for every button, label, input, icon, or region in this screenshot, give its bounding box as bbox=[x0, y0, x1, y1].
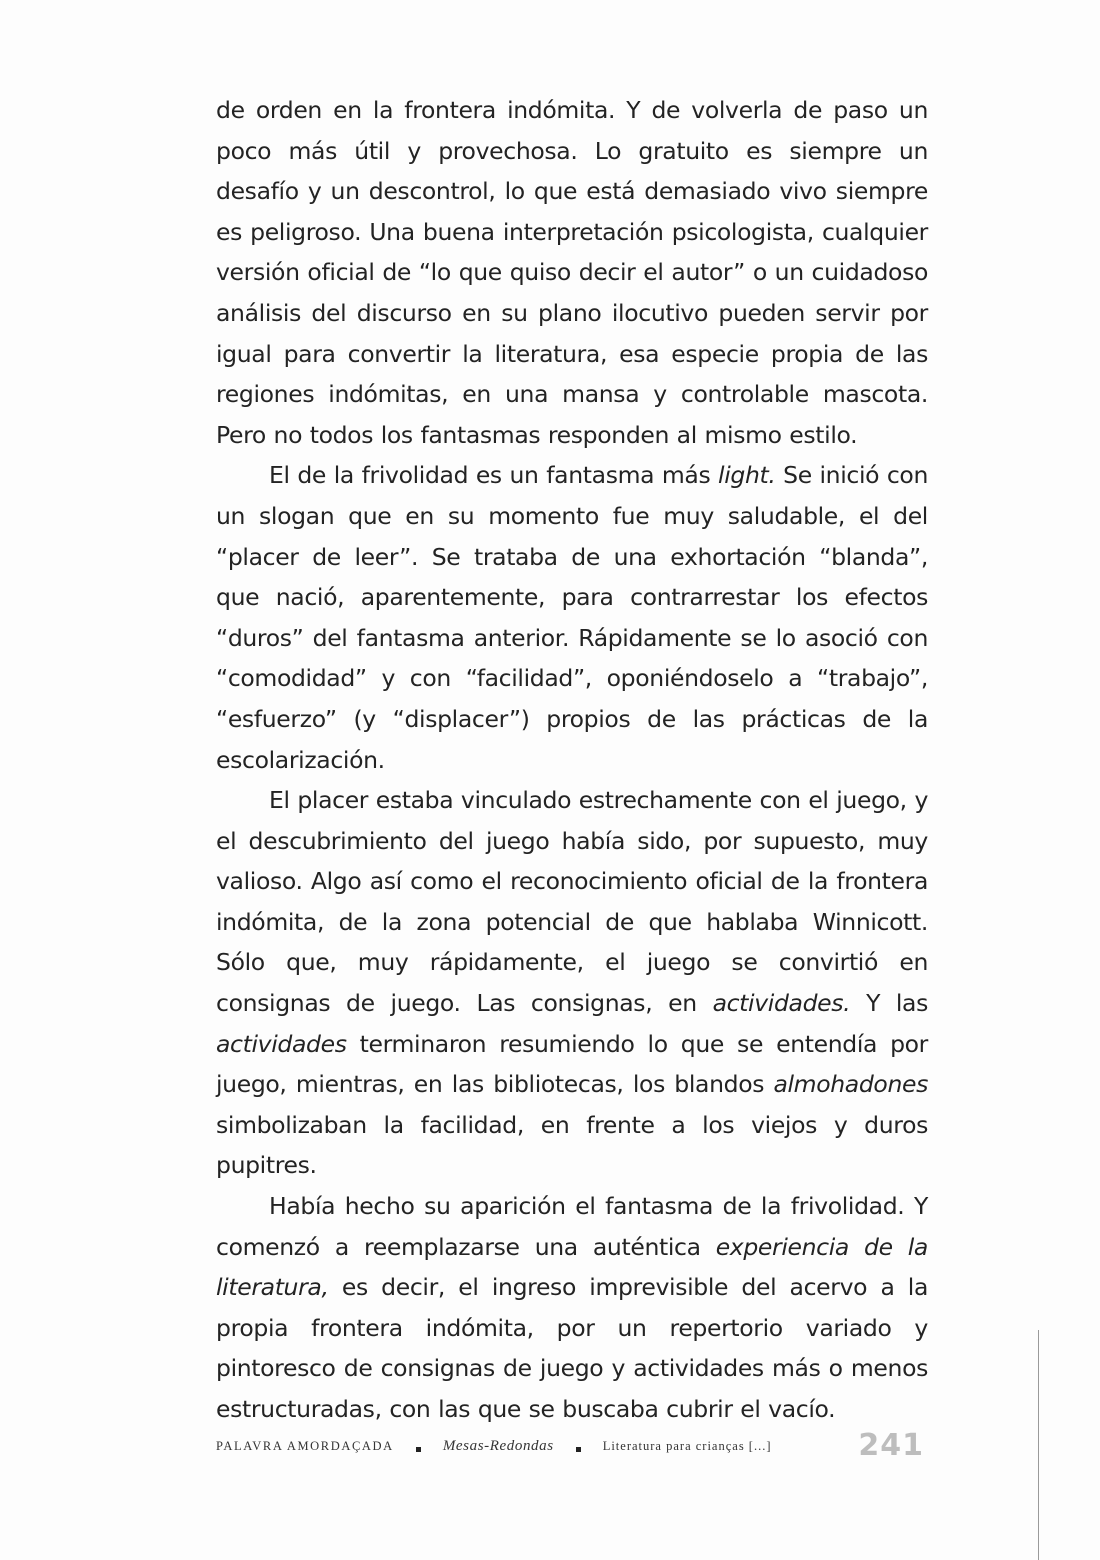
page-number: 241 bbox=[858, 1428, 924, 1463]
text-segment: es decir, el ingreso imprevisible del acervo a la propia frontera indómita, por un repertorio variado y pintoresco de consignas de juego y actividades más o menos estructuradas, con las que se buscaba cubrir el vacío. bbox=[216, 1273, 928, 1423]
text-segment: Se inició con un slogan que en su momento fue muy saludable, el del “placer de leer”. Se trataba de una exhortación “blanda”, que nació, aparentemente, para contrarrestar los efectos “duros” del fantasma anterior. Rápidamente se lo asoció con “comodidad” y con “facilidad”, oponiéndoselo a “trabajo”, “esfuerzo” (y “displacer”) propios de las prácticas de la escolarización. bbox=[216, 461, 929, 774]
footer-bullet-icon bbox=[576, 1447, 581, 1452]
text-segment: simbolizaban la facilidad, en frente a los viejos y duros pupitres. bbox=[216, 1110, 928, 1180]
footer-bullet-icon bbox=[416, 1447, 421, 1452]
text-segment: Y las bbox=[850, 989, 928, 1018]
text-segment: terminaron resumiendo lo que se entendía por juego, mientras, en las bibliotecas, los blandos bbox=[216, 1029, 928, 1099]
italic-text: experiencia de la literatura, bbox=[216, 1232, 928, 1302]
paragraph bbox=[216, 455, 928, 780]
italic-text: almohadones bbox=[773, 1070, 928, 1099]
paragraph bbox=[216, 1186, 928, 1430]
footer-chapter-title: Literatura para crianças [...] bbox=[602, 1438, 772, 1453]
italic-text: actividades bbox=[216, 1029, 347, 1058]
body-text bbox=[216, 90, 928, 1430]
scan-edge-line bbox=[1038, 1330, 1039, 1560]
page-footer bbox=[216, 1424, 928, 1468]
paragraph bbox=[216, 90, 928, 455]
footer-series-title: PALAVRA AMORDAÇADA bbox=[216, 1438, 394, 1453]
italic-text: actividades. bbox=[712, 989, 851, 1018]
text-segment: de orden en la frontera indómita. Y de volverla de paso un poco más útil y provechosa. Lo gratuito es siempre un desafío y un descontrol, lo que está demasiado vivo siempre es peligroso. Una buena interpretación psicologista, cualquier versión oficial de “lo que quiso decir el autor” o un cuidadoso análisis del discurso en su plano ilocutivo pueden servir por igual para convertir la literatura, esa especie propia de las regiones indómitas, en una mansa y controlable mascota. Pero no todos los fantasmas responden al mismo estilo. bbox=[216, 96, 928, 449]
text-segment: El placer estaba vinculado estrechamente con el juego, y el descubrimiento del juego había sido, por supuesto, muy valioso. Algo así como el reconocimiento oficial de la frontera indómita, de la zona potencial de que hablaba Winnicott. Sólo que, muy rápidamente, el juego se convirtió en consignas de juego. Las consignas, en bbox=[216, 786, 928, 1018]
text-segment: Había hecho su aparición el fantasma de la frivolidad. Y comenzó a reemplazarse una auténtica bbox=[216, 1192, 928, 1261]
footer-section-title: Mesas-Redondas bbox=[442, 1437, 554, 1454]
text-segment: El de la frivolidad es un fantasma más bbox=[269, 461, 719, 490]
italic-text: light. bbox=[718, 461, 776, 490]
paragraph bbox=[216, 780, 928, 1186]
